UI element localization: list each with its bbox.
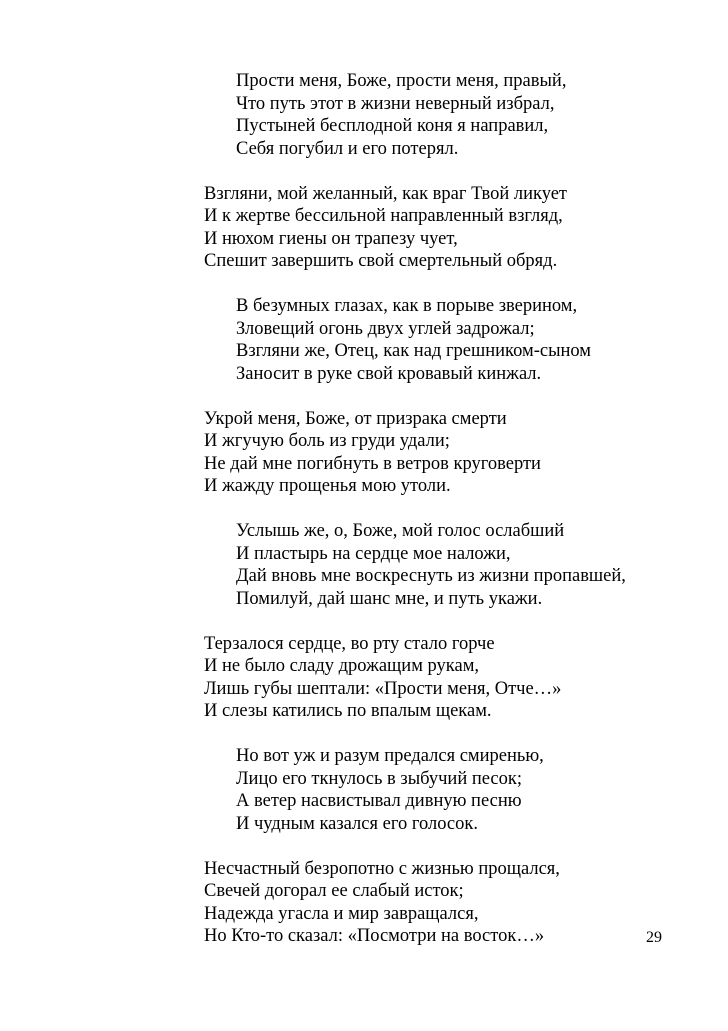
poem-line: И пластырь на сердце мое наложи, <box>236 543 511 564</box>
poem-line: Не дай мне погибнуть в ветров круговерти <box>204 453 541 474</box>
stanza-1 <box>204 70 674 160</box>
poem-line: Зловещий огонь двух углей задрожал; <box>236 318 535 339</box>
poem-line: И чудным казался его голосок. <box>236 813 478 834</box>
poem-line: Спешит завершить свой смертельный обряд. <box>204 251 558 271</box>
poem-line: И жгучую боль из груди удали; <box>204 431 450 451</box>
poem-line: И жажду прощенья мою утоли. <box>204 476 451 496</box>
poem-line: Пустыней бесплодной коня я направил, <box>236 116 549 136</box>
poem-line: Помилуй, дай шанс мне, и путь укажи. <box>236 588 543 609</box>
poem-line: Дай вновь мне воскреснуть из жизни пропавшей, <box>236 566 626 586</box>
poem-line: Лишь губы шептали: «Прости меня, Отче…» <box>204 678 562 699</box>
stanza-6 <box>204 633 674 723</box>
poem-line: Но вот уж и разум предался смиренью, <box>236 746 544 766</box>
poem-line: А ветер насвистывал дивную песню <box>236 791 522 811</box>
poem-line: Себя погубил и его потерял. <box>236 138 459 159</box>
poem-line: И к жертве бессильной направленный взгляд, <box>204 206 563 226</box>
stanza-4 <box>204 408 674 498</box>
poem-line: Прости меня, Боже, прости меня, правый, <box>236 71 567 91</box>
poem-line: Несчастный безропотно с жизнью прощался, <box>204 858 560 879</box>
poem-line: Укрой меня, Боже, от призрака смерти <box>204 408 507 429</box>
poem-line: Что путь этот в жизни неверный избрал, <box>236 93 555 114</box>
poem-line: И не было сладу дрожащим рукам, <box>204 656 480 676</box>
poem-line: Услышь же, о, Боже, мой голос ослабший <box>236 521 565 541</box>
poem-line: Надежда угасла и мир завращался, <box>204 903 479 924</box>
poem-line: Лицо его ткнулось в зыбучий песок; <box>236 768 523 789</box>
poem-line: Взгляни, мой желанный, как враг Твой ликует <box>204 183 568 204</box>
stanza-8 <box>204 858 674 948</box>
poem-line: И слезы катились по впалым щекам. <box>204 701 492 721</box>
stanza-2 <box>204 183 674 273</box>
page-number: 29 <box>646 929 662 946</box>
poem-text <box>204 70 674 970</box>
poem-line: Но Кто-то сказал: «Посмотри на восток…» <box>204 926 545 946</box>
stanza-3 <box>204 295 674 385</box>
poem-line: Взгляни же, Отец, как над грешником-сыном <box>236 341 592 361</box>
poem-line: В безумных глазах, как в порыве зверином, <box>236 296 578 316</box>
stanza-7 <box>204 745 674 835</box>
poem-line: Терзалося сердце, во рту стало горче <box>204 633 495 654</box>
stanza-5 <box>204 520 674 610</box>
poem-line: И нюхом гиены он трапезу чует, <box>204 228 458 249</box>
poem-line: Заносит в руке свой кровавый кинжал. <box>236 363 542 384</box>
poem-line: Свечей догорал ее слабый исток; <box>204 881 464 901</box>
